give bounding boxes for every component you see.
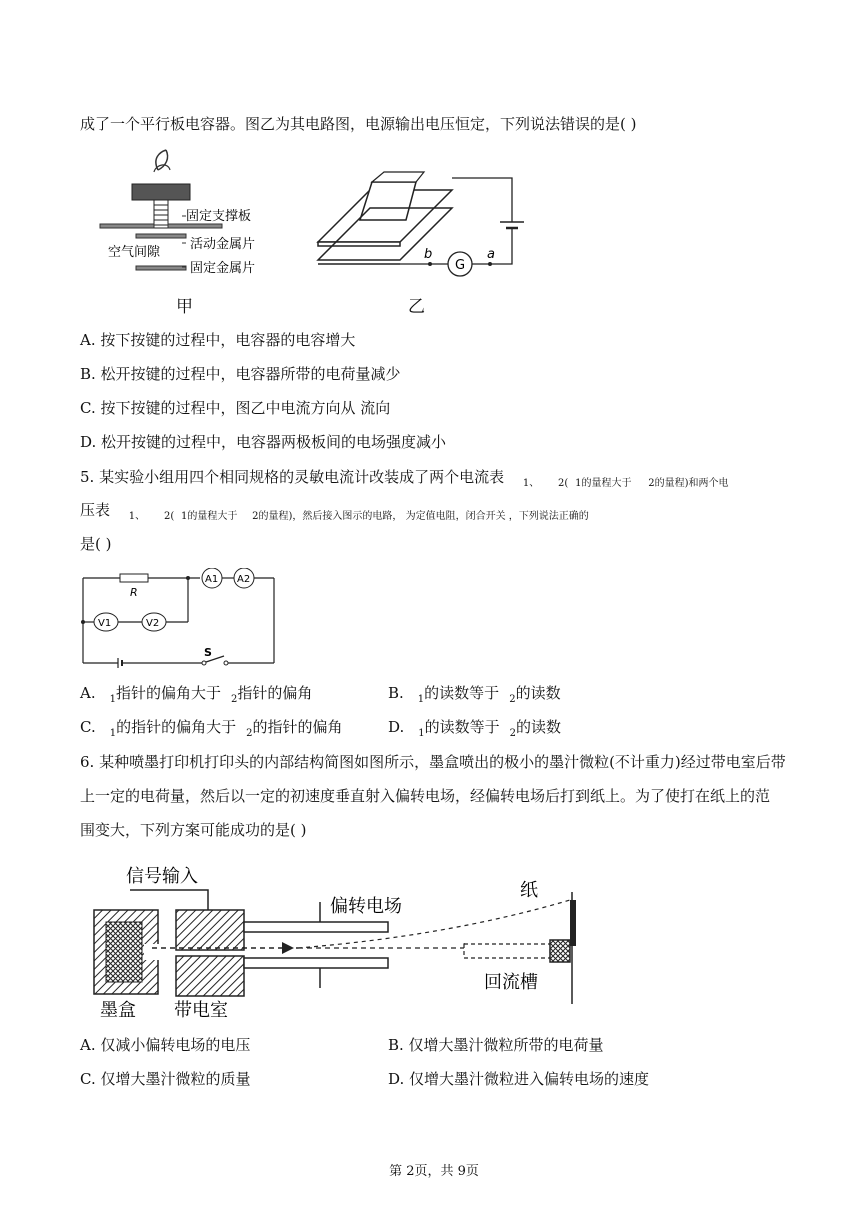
meter-circuit-diagram <box>78 568 278 668</box>
galvanometer-label: G <box>455 258 466 273</box>
voltmeter-v2-label: V2 <box>146 618 160 629</box>
q5-option-d: D. $_1$的读数等于 $_2$的读数 <box>388 718 562 739</box>
label-moving-metal-plate: 活动金属片 <box>190 237 256 252</box>
q6-stem-line1: 6. 某种喷墨打印机打印头的内部结构简图如图所示，墨盒喷出的极小的墨汁微粒(不计重力)经过带电室后带 <box>80 753 786 771</box>
q6-option-c: C. 仅增大墨汁微粒的质量 <box>80 1070 251 1088</box>
ammeter-a2-label: A2 <box>237 574 251 585</box>
q6-stem-line3: 围变大，下列方案可能成功的是( ) <box>80 821 307 839</box>
label-paper: 纸 <box>520 880 538 901</box>
label-fixed-support-plate: 固定支撑板 <box>186 209 252 224</box>
q4-option-d: D. 松开按键的过程中，电容器两极板间的电场强度减小 <box>80 433 447 451</box>
figure-inkjet-printhead <box>88 856 588 1024</box>
label-air-gap: 空气间隙 <box>108 245 161 260</box>
page-footer: 第 2页，共 9页 <box>389 1164 479 1179</box>
q5-stem-line2: 压表 $_{1、}$ $_{2(}$ $_{1的量程大于}$ $_{2的量程),然后接入图示的电路, 为定值电阻,闭合开关 ,下列说法正确的}$ <box>80 501 589 522</box>
q4-stem: 成了一个平行板电容器。图乙为其电路图，电源输出电压恒定，下列说法错误的是( ) <box>80 115 637 133</box>
ammeter-a1-label: A1 <box>205 574 219 585</box>
q6-option-d: D. 仅增大墨汁微粒进入偏转电场的速度 <box>388 1070 650 1088</box>
q5-option-a: A. $_1$指针的偏角大于 $_2$指针的偏角 <box>80 684 313 705</box>
q6-stem-line2: 上一定的电荷量，然后以一定的初速度垂直射入偏转电场，经偏转电场后打到纸上。为了使打在纸上的范 <box>80 787 771 805</box>
q5-stem-line3: 是( ) <box>80 535 112 553</box>
figure-meter-circuit <box>78 568 278 668</box>
switch-label: S <box>204 646 212 659</box>
q4-option-c: C. 按下按键的过程中，图乙中电流方向从 流向 <box>80 399 391 417</box>
q5-option-b: B. $_1$的读数等于 $_2$的读数 <box>388 684 561 705</box>
voltmeter-v1-label: V1 <box>98 618 112 629</box>
q4-option-a: A. 按下按键的过程中，电容器的电容增大 <box>80 331 356 349</box>
label-b: b <box>424 247 433 262</box>
q5-option-c: C. $_1$的指针的偏角大于 $_2$的指针的偏角 <box>80 718 343 739</box>
q4-option-b: B. 松开按键的过程中，电容器所带的电荷量减少 <box>80 365 401 383</box>
inkjet-printhead-diagram <box>88 856 588 1024</box>
label-ink-box: 墨盒 <box>100 1000 136 1021</box>
capacitor-circuit-diagram <box>312 160 532 280</box>
label-charging-chamber: 带电室 <box>174 1000 228 1021</box>
label-gutter: 回流槽 <box>484 972 538 993</box>
label-signal-input: 信号输入 <box>126 866 198 887</box>
resistor-label: R <box>130 586 138 599</box>
label-fixed-metal-plate: 固定金属片 <box>190 261 256 276</box>
figure-capacitor-circuit <box>312 160 532 280</box>
q6-option-b: B. 仅增大墨汁微粒所带的电荷量 <box>388 1036 604 1054</box>
q6-option-a: A. 仅减小偏转电场的电压 <box>80 1036 251 1054</box>
caption-jia: 甲 <box>176 297 193 317</box>
q5-stem-line1: 5. 某实验小组用四个相同规格的灵敏电流计改装成了两个电流表 $_{1、}$ $_{2(}$ $_{1的量程大于}$ $_{2的量程)和两个电}$ <box>80 468 729 489</box>
label-deflection-field: 偏转电场 <box>330 896 402 917</box>
label-a: a <box>487 247 495 262</box>
caption-yi: 乙 <box>408 297 425 317</box>
